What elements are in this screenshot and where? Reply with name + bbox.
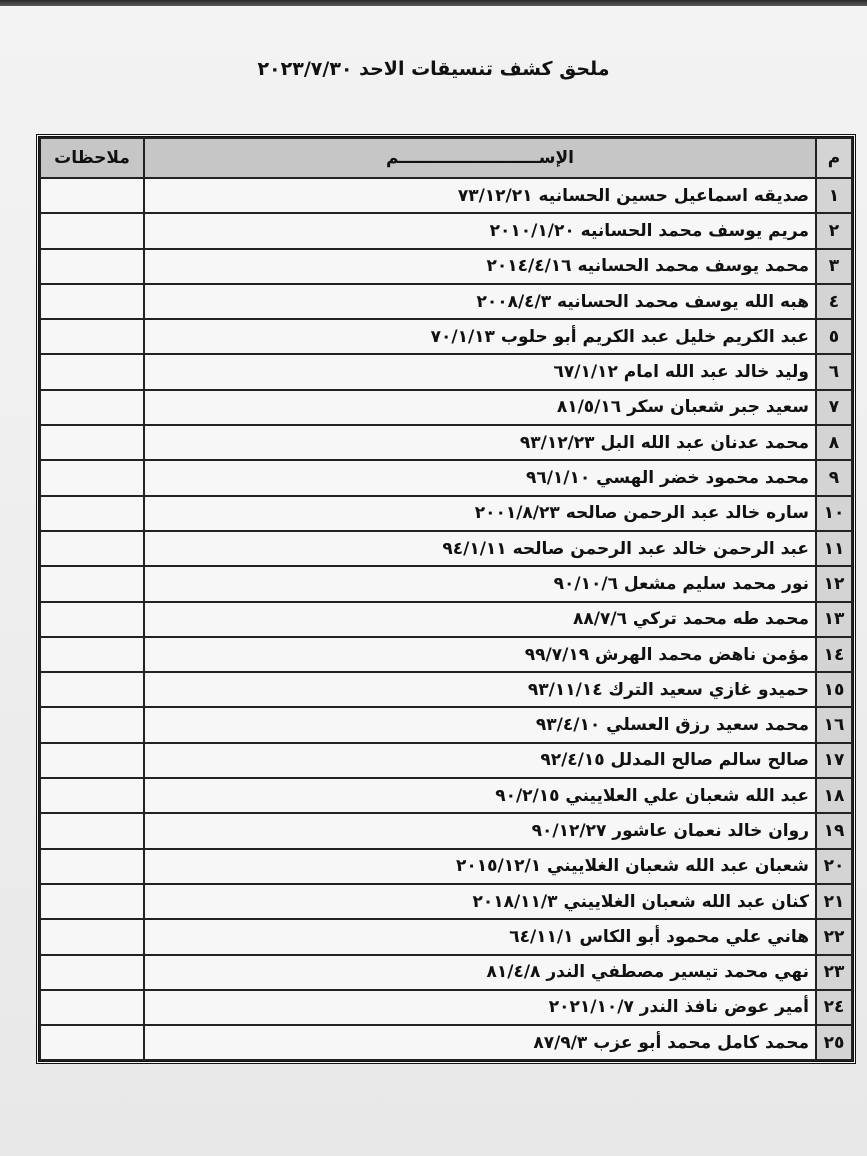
document-title: ملحق كشف تنسيقات الاحد ٢٠٢٣/٧/٣٠ bbox=[257, 58, 610, 80]
table-row bbox=[40, 955, 852, 990]
row-number-cell: ٤ bbox=[816, 284, 852, 319]
row-number-cell: ٢٣ bbox=[816, 955, 852, 990]
table-row bbox=[40, 919, 852, 954]
table-row bbox=[40, 531, 852, 566]
header-name: الإســــــــــــــــــــــــم bbox=[144, 138, 816, 178]
row-notes-cell bbox=[40, 955, 144, 990]
row-notes-cell bbox=[40, 213, 144, 248]
row-number-cell: ١٦ bbox=[816, 707, 852, 742]
table-row bbox=[40, 354, 852, 389]
row-number-cell: ٩ bbox=[816, 460, 852, 495]
table-row bbox=[40, 813, 852, 848]
table-row bbox=[40, 707, 852, 742]
row-notes-cell bbox=[40, 460, 144, 495]
row-number-cell: ٨ bbox=[816, 425, 852, 460]
row-name-cell: محمد كامل محمد أبو عزب ٨٧/٩/٣ bbox=[144, 1025, 816, 1060]
row-number-cell: ١ bbox=[816, 178, 852, 213]
row-number-cell: ١٢ bbox=[816, 566, 852, 601]
row-name-cell: سعيد جبر شعبان سكر ٨١/٥/١٦ bbox=[144, 390, 816, 425]
row-name-cell: كنان عبد الله شعبان الغلاييني ٢٠١٨/١١/٣ bbox=[144, 884, 816, 919]
row-name-cell: روان خالد نعمان عاشور ٩٠/١٢/٢٧ bbox=[144, 813, 816, 848]
row-name-cell: صديقه اسماعيل حسين الحسانيه ٧٣/١٢/٢١ bbox=[144, 178, 816, 213]
table-row bbox=[40, 602, 852, 637]
names-table bbox=[39, 137, 853, 1061]
row-number-cell: ٢٢ bbox=[816, 919, 852, 954]
row-notes-cell bbox=[40, 919, 144, 954]
row-name-cell: عبد الرحمن خالد عبد الرحمن صالحه ٩٤/١/١١ bbox=[144, 531, 816, 566]
row-name-cell: عبد الله شعبان علي العلاييني ٩٠/٢/١٥ bbox=[144, 778, 816, 813]
row-notes-cell bbox=[40, 778, 144, 813]
row-number-cell: ١١ bbox=[816, 531, 852, 566]
row-notes-cell bbox=[40, 602, 144, 637]
row-notes-cell bbox=[40, 884, 144, 919]
table-row bbox=[40, 990, 852, 1025]
row-number-cell: ٧ bbox=[816, 390, 852, 425]
row-notes-cell bbox=[40, 566, 144, 601]
table-row bbox=[40, 460, 852, 495]
row-notes-cell bbox=[40, 284, 144, 319]
row-notes-cell bbox=[40, 743, 144, 778]
row-number-cell: ٥ bbox=[816, 319, 852, 354]
row-number-cell: ٣ bbox=[816, 249, 852, 284]
row-notes-cell bbox=[40, 425, 144, 460]
row-notes-cell bbox=[40, 637, 144, 672]
row-name-cell: محمد طه محمد تركي ٨٨/٧/٦ bbox=[144, 602, 816, 637]
row-notes-cell bbox=[40, 178, 144, 213]
row-number-cell: ١٣ bbox=[816, 602, 852, 637]
table-row bbox=[40, 566, 852, 601]
table-row bbox=[40, 884, 852, 919]
row-notes-cell bbox=[40, 531, 144, 566]
row-notes-cell bbox=[40, 849, 144, 884]
row-notes-cell bbox=[40, 496, 144, 531]
row-name-cell: محمد محمود خضر الهسي ٩٦/١/١٠ bbox=[144, 460, 816, 495]
row-name-cell: وليد خالد عبد الله امام ٦٧/١/١٢ bbox=[144, 354, 816, 389]
table-row bbox=[40, 178, 852, 213]
row-name-cell: عبد الكريم خليل عبد الكريم أبو حلوب ٧٠/١/١٣ bbox=[144, 319, 816, 354]
table-row bbox=[40, 390, 852, 425]
table-row bbox=[40, 743, 852, 778]
row-name-cell: محمد عدنان عبد الله البل ٩٣/١٢/٢٣ bbox=[144, 425, 816, 460]
row-notes-cell bbox=[40, 354, 144, 389]
row-name-cell: مريم يوسف محمد الحسانيه ٢٠١٠/١/٢٠ bbox=[144, 213, 816, 248]
table-body bbox=[40, 178, 852, 1060]
table-row bbox=[40, 672, 852, 707]
row-notes-cell bbox=[40, 990, 144, 1025]
row-number-cell: ٢٠ bbox=[816, 849, 852, 884]
document-sheet bbox=[0, 6, 867, 1156]
table-row bbox=[40, 249, 852, 284]
table-row bbox=[40, 425, 852, 460]
row-number-cell: ٢١ bbox=[816, 884, 852, 919]
row-notes-cell bbox=[40, 707, 144, 742]
row-notes-cell bbox=[40, 390, 144, 425]
table-row bbox=[40, 284, 852, 319]
table-row bbox=[40, 849, 852, 884]
row-number-cell: ٢ bbox=[816, 213, 852, 248]
row-number-cell: ١٠ bbox=[816, 496, 852, 531]
row-name-cell: حميدو غازي سعيد الترك ٩٣/١١/١٤ bbox=[144, 672, 816, 707]
row-notes-cell bbox=[40, 319, 144, 354]
row-number-cell: ١٩ bbox=[816, 813, 852, 848]
row-number-cell: ٢٤ bbox=[816, 990, 852, 1025]
row-notes-cell bbox=[40, 1025, 144, 1060]
row-notes-cell bbox=[40, 249, 144, 284]
row-name-cell: أمير عوض نافذ الندر ٢٠٢١/١٠/٧ bbox=[144, 990, 816, 1025]
table-row bbox=[40, 496, 852, 531]
table-header-row bbox=[40, 138, 852, 178]
header-notes: ملاحظات bbox=[40, 138, 144, 178]
table-row bbox=[40, 319, 852, 354]
names-table-frame bbox=[36, 134, 856, 1064]
row-number-cell: ١٨ bbox=[816, 778, 852, 813]
row-name-cell: محمد يوسف محمد الحسانيه ٢٠١٤/٤/١٦ bbox=[144, 249, 816, 284]
row-name-cell: نهي محمد تيسير مصطفي الندر ٨١/٤/٨ bbox=[144, 955, 816, 990]
row-name-cell: نور محمد سليم مشعل ٩٠/١٠/٦ bbox=[144, 566, 816, 601]
row-number-cell: ١٥ bbox=[816, 672, 852, 707]
table-row bbox=[40, 213, 852, 248]
row-name-cell: هبه الله يوسف محمد الحسانيه ٢٠٠٨/٤/٣ bbox=[144, 284, 816, 319]
row-name-cell: مؤمن ناهض محمد الهرش ٩٩/٧/١٩ bbox=[144, 637, 816, 672]
row-name-cell: هاني علي محمود أبو الكاس ٦٤/١١/١ bbox=[144, 919, 816, 954]
row-number-cell: ١٧ bbox=[816, 743, 852, 778]
table-row bbox=[40, 778, 852, 813]
table-row bbox=[40, 637, 852, 672]
row-number-cell: ١٤ bbox=[816, 637, 852, 672]
header-num: م bbox=[816, 138, 852, 178]
row-name-cell: محمد سعيد رزق العسلي ٩٣/٤/١٠ bbox=[144, 707, 816, 742]
row-notes-cell bbox=[40, 813, 144, 848]
table-row bbox=[40, 1025, 852, 1060]
row-name-cell: ساره خالد عبد الرحمن صالحه ٢٠٠١/٨/٢٣ bbox=[144, 496, 816, 531]
row-name-cell: شعبان عبد الله شعبان الغلاييني ٢٠١٥/١٢/١ bbox=[144, 849, 816, 884]
row-number-cell: ٦ bbox=[816, 354, 852, 389]
row-notes-cell bbox=[40, 672, 144, 707]
row-name-cell: صالح سالم صالح المدلل ٩٢/٤/١٥ bbox=[144, 743, 816, 778]
row-number-cell: ٢٥ bbox=[816, 1025, 852, 1060]
